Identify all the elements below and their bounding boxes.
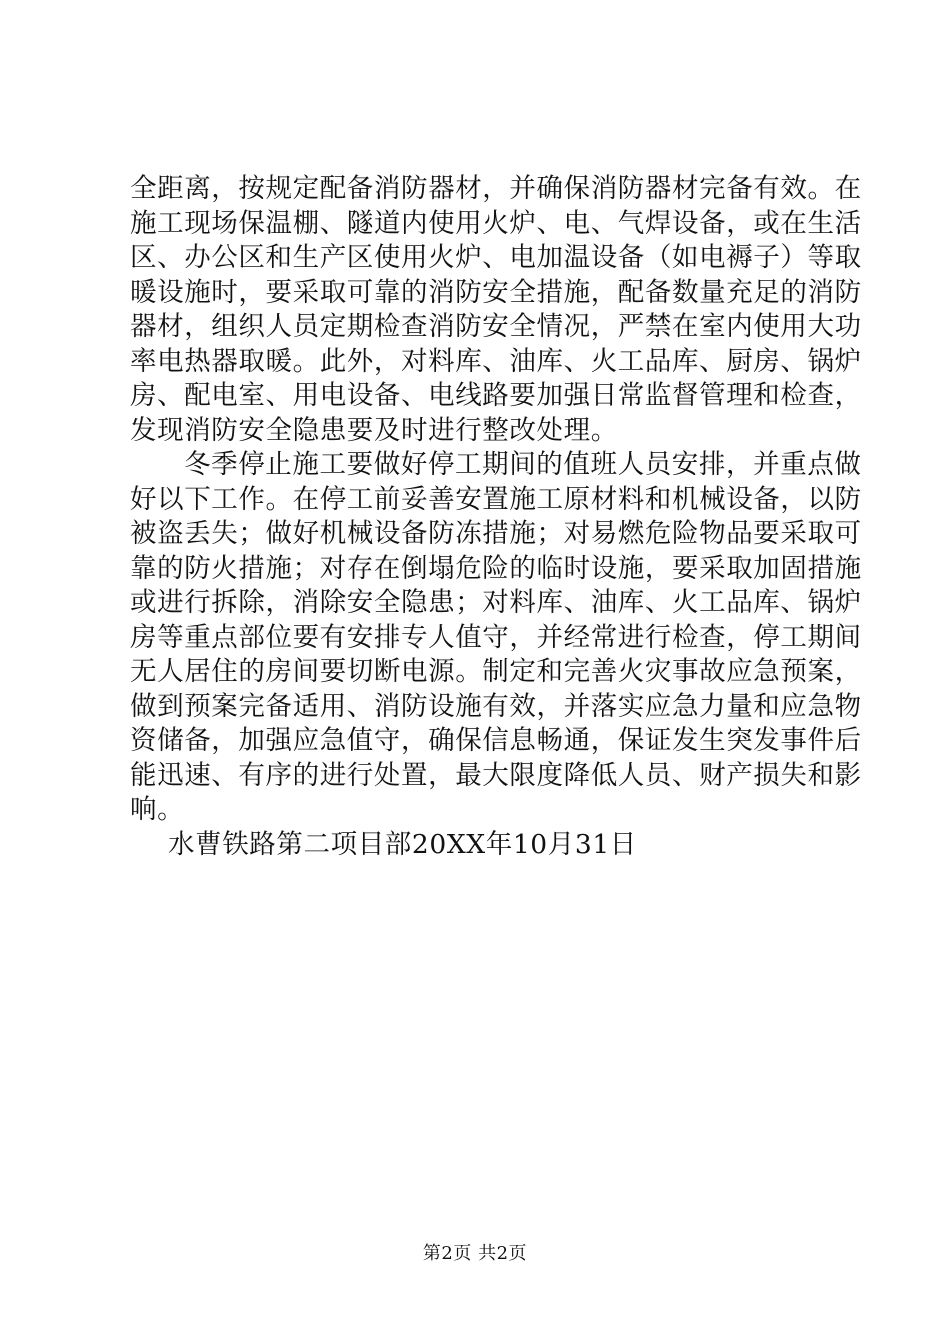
paragraph-line: 资储备，加强应急值守，确保信息畅通，保证发生突发事件后 — [130, 725, 862, 756]
paragraph-line: 做到预案完备适用、消防设施有效，并落实应急力量和应急物 — [130, 690, 862, 722]
paragraph-line: 响。 — [130, 794, 185, 825]
paragraph-line: 施工现场保温棚、隧道内使用火炉、电、气焊设备，或在生活 — [130, 207, 862, 239]
paragraph-line: 区、办公区和生产区使用火炉、电加温设备（如电褥子）等取 — [130, 242, 862, 273]
paragraph-line: 率电热器取暖。此外，对料库、油库、火工品库、厨房、锅炉 — [130, 345, 862, 377]
paragraph-line: 房等重点部位要有安排专人值守，并经常进行检查，停工期间 — [130, 621, 862, 653]
paragraph-line: 冬季停止施工要做好停工期间的值班人员安排，并重点做 — [184, 449, 862, 480]
paragraph-line: 器材，组织人员定期检查消防安全情况，严禁在室内使用大功 — [130, 311, 862, 342]
document-body — [130, 172, 862, 862]
paragraph-line: 房、配电室、用电设备、电线路要加强日常监督管理和检查， — [130, 380, 862, 411]
paragraph-line: 暖设施时，要采取可靠的消防安全措施，配备数量充足的消防 — [130, 276, 862, 308]
paragraph-line: 能迅速、有序的进行处置，最大限度降低人员、财产损失和影 — [130, 759, 862, 791]
page-footer: 第2页 共2页 — [422, 1243, 528, 1264]
paragraph-line: 靠的防火措施；对存在倒塌危险的临时设施，要采取加固措施 — [130, 552, 862, 584]
paragraph-line: 全距离，按规定配备消防器材，并确保消防器材完备有效。在 — [130, 173, 862, 204]
paragraph-line: 好以下工作。在停工前妥善安置施工原材料和机械设备，以防 — [130, 483, 862, 515]
paragraph-2 — [130, 448, 862, 828]
paragraph-line: 被盗丢失；做好机械设备防冻措施；对易燃危险物品要采取可 — [130, 518, 862, 549]
paragraph-line: 无人居住的房间要切断电源。制定和完善火灾事故应急预案， — [130, 656, 862, 687]
signature-date: 水曹铁路第二项目部20XX年10月31日 — [168, 828, 637, 860]
paragraph-line: 发现消防安全隐患要及时进行整改处理。 — [130, 414, 618, 446]
paragraph-1 — [130, 172, 862, 448]
paragraph-line: 或进行拆除，消除安全隐患；对料库、油库、火工品库、锅炉 — [130, 587, 862, 618]
